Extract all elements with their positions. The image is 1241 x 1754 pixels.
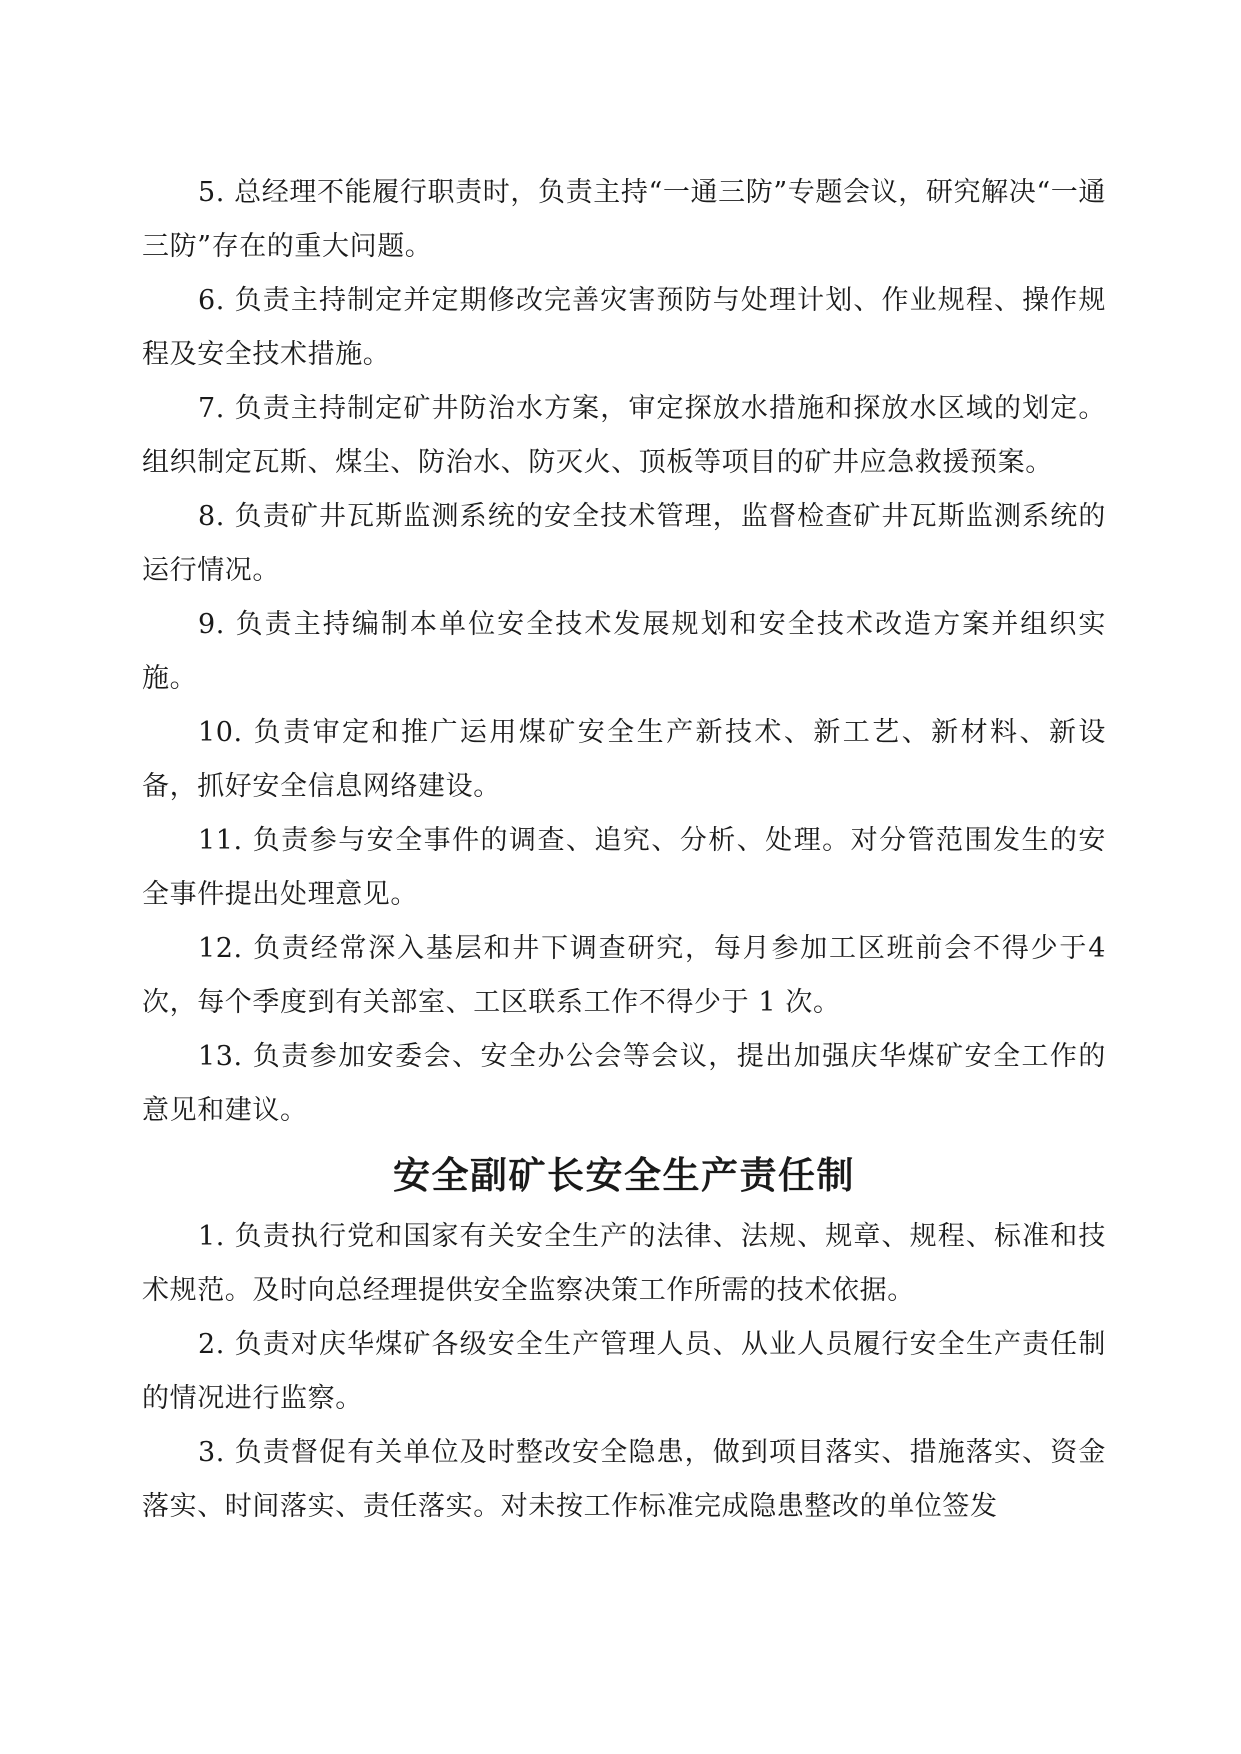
duty-item-11: 11. 负责参与安全事件的调查、追究、分析、处理。对分管范围发生的安全事件提出处理意见。 bbox=[142, 825, 1106, 910]
duty-item-8: 8. 负责矿井瓦斯监测系统的安全技术管理，监督检查矿井瓦斯监测系统的运行情况。 bbox=[142, 501, 1106, 586]
duty-item-12: 12. 负责经常深入基层和井下调查研究，每月参加工区班前会不得少于4 次，每个季度到有关部室、工区联系工作不得少于 1 次。 bbox=[142, 933, 1106, 1018]
section-duty-item-1: 1. 负责执行党和国家有关安全生产的法律、法规、规章、规程、标准和技术规范。及时向总经理提供安全监察决策工作所需的技术依据。 bbox=[142, 1221, 1106, 1306]
section-title: 安全副矿长安全生产责任制 bbox=[393, 1153, 855, 1197]
section-duty-list bbox=[142, 1210, 1106, 1534]
duty-item-6: 6. 负责主持制定并定期修改完善灾害预防与处理计划、作业规程、操作规程及安全技术措施。 bbox=[142, 285, 1106, 370]
section-duty-item-2: 2. 负责对庆华煤矿各级安全生产管理人员、从业人员履行安全生产责任制的情况进行监察。 bbox=[142, 1329, 1106, 1414]
duty-item-9: 9. 负责主持编制本单位安全技术发展规划和安全技术改造方案并组织实施。 bbox=[142, 609, 1106, 694]
duty-item-5: 5. 总经理不能履行职责时，负责主持“一通三防”专题会议，研究解决“一通三防”存在的重大问题。 bbox=[142, 177, 1106, 262]
duty-item-7: 7. 负责主持制定矿井防治水方案，审定探放水措施和探放水区域的划定。组织制定瓦斯、煤尘、防治水、防灭火、顶板等项目的矿井应急救援预案。 bbox=[142, 393, 1106, 478]
previous-section-list bbox=[142, 166, 1106, 1138]
document-page bbox=[142, 166, 1106, 1534]
section-duty-item-3: 3. 负责督促有关单位及时整改安全隐患，做到项目落实、措施落实、资金落实、时间落实、责任落实。对未按工作标准完成隐患整改的单位签发 bbox=[142, 1437, 1106, 1522]
duty-item-10: 10. 负责审定和推广运用煤矿安全生产新技术、新工艺、新材料、新设备，抓好安全信息网络建设。 bbox=[142, 717, 1106, 802]
duty-item-13: 13. 负责参加安委会、安全办公会等会议，提出加强庆华煤矿安全工作的意见和建议。 bbox=[142, 1041, 1106, 1126]
